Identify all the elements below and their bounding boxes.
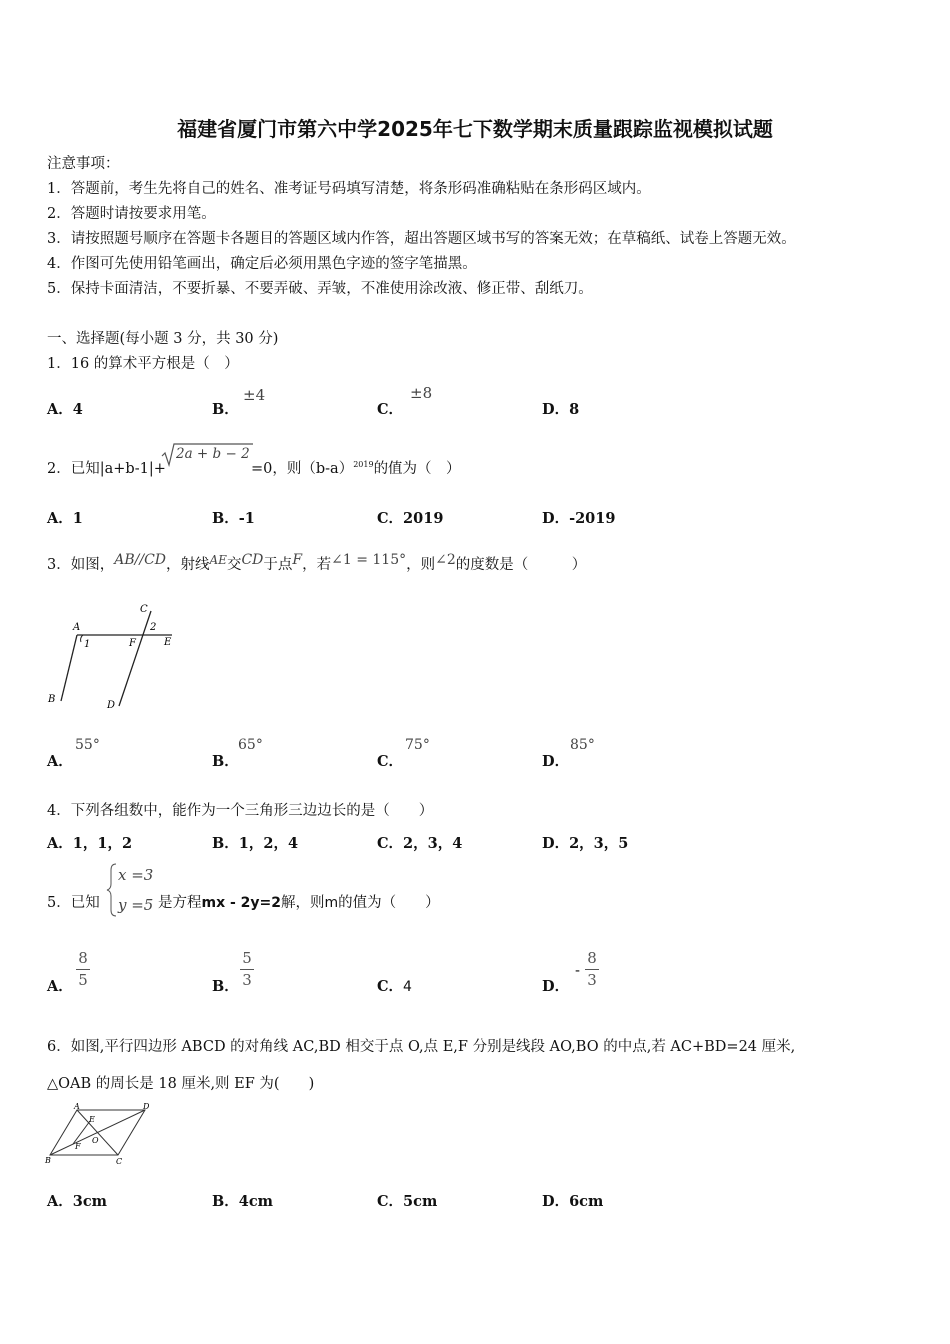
svg-text:O: O — [92, 1136, 99, 1145]
q3-option-d: D． — [542, 753, 570, 770]
label-c: C — [140, 604, 148, 615]
q2-option-b: B．-1 — [212, 510, 255, 527]
system-eq-1: x =3 — [118, 866, 154, 884]
question-4: 4．下列各组数中，能作为一个三角形三边边长的是（ ） — [47, 803, 434, 819]
q6-option-c: C．5cm — [377, 1193, 438, 1210]
q5-option-b: B． — [212, 978, 239, 995]
svg-text:F: F — [75, 1142, 81, 1151]
q1-option-a: A．4 — [47, 401, 83, 418]
q1-option-d: D．8 — [542, 401, 580, 418]
q2-option-d: D．-2019 — [542, 510, 616, 527]
q3-geometry-figure — [44, 598, 184, 714]
label-d: D — [107, 700, 116, 711]
q5-option-a-fraction: 8 5 — [76, 950, 90, 989]
q2-option-c: C．2019 — [377, 510, 444, 527]
label-a: A — [73, 622, 81, 633]
label-f: F — [129, 638, 136, 649]
q3-option-d-value: 85° — [570, 737, 595, 753]
label-b: B — [48, 694, 56, 705]
q6-option-a: A．3cm — [47, 1193, 108, 1210]
section-heading: 一、选择题(每小题 3 分，共 30 分) — [47, 331, 279, 347]
question-1 — [47, 352, 239, 373]
q5-option-b-fraction: 5 3 — [240, 950, 254, 989]
q1-option-b: B． — [212, 401, 239, 418]
question-5-rest: 是方程mx - 2y=2解，则m的值为（ ） — [158, 895, 440, 911]
label-e: E — [164, 637, 172, 648]
q4-option-c: C．2，3，4 — [377, 835, 463, 852]
question-3: 3．如图，AB//CD，射线$^{AE}$交CD于点F，若∠1 = 115°，则∠2的度数是（ ） — [47, 552, 587, 573]
svg-text:B: B — [45, 1156, 51, 1165]
system-eq-2: y =5 — [118, 896, 154, 914]
q3-option-c-value: 75° — [405, 737, 430, 753]
page-title: 福建省厦门市第六中学2025年七下数学期末质量跟踪监视模拟试题 — [177, 117, 773, 141]
q5-option-d-fraction: 8 3 — [585, 950, 599, 989]
question-6-line-1: 6．如图,平行四边形 ABCD 的对角线 AC,BD 相交于点 O,点 E,F 分别是线段 AO,BO 的中点,若 AC+BD=24 厘米, — [47, 1039, 796, 1055]
q5-option-c: C．4 — [377, 978, 412, 995]
svg-text:A: A — [74, 1102, 80, 1111]
svg-text:C: C — [116, 1157, 123, 1166]
notice-item: 5．保持卡面清洁，不要折暴、不要弄破、弄皱，不准使用涂改液、修正带、刮纸刀。 — [47, 281, 593, 297]
q1-option-b-value: ±4 — [243, 386, 266, 404]
question-number: 1． — [47, 356, 71, 372]
question-2: 2．已知|a+b-1|+ — [47, 461, 166, 477]
q4-option-b: B．1，2，4 — [212, 835, 299, 852]
q3-option-b-value: 65° — [238, 737, 263, 753]
q3-option-a: A． — [47, 753, 73, 770]
notice-item: 4．作图可先使用铅笔画出，确定后必须用黑色字迹的签字笔描黑。 — [47, 256, 477, 272]
brace-icon — [106, 862, 118, 918]
label-angle-2: 2 — [150, 622, 157, 633]
q5-option-d-sign: - — [575, 962, 580, 979]
q6-option-b: B．4cm — [212, 1193, 274, 1210]
question-5-prefix: 5．已知 — [47, 895, 100, 911]
q5-option-a: A． — [47, 978, 73, 995]
q4-option-d: D．2，3，5 — [542, 835, 629, 852]
notice-item: 3．请按照题号顺序在答题卡各题目的答题区域内作答，超出答题区域书写的答案无效；在草稿纸、试卷上答题无效。 — [47, 231, 796, 247]
question-2-rest: =0，则$(b-a)^{2019}$的值为（ ） — [251, 460, 461, 477]
label-angle-1: 1 — [84, 639, 91, 650]
notice-item: 2．答题时请按要求用笔。 — [47, 206, 216, 222]
q1-option-c-value: ±8 — [410, 384, 433, 402]
radicand: 2a + b − 2 — [176, 446, 250, 462]
q3-option-b: B． — [212, 753, 239, 770]
q3-option-a-value: 55° — [75, 737, 100, 753]
svg-text:E: E — [89, 1115, 95, 1124]
notice-item: 1．答题前，考生先将自己的姓名、准考证号码填写清楚，将条形码准确粘贴在条形码区域内。 — [47, 181, 651, 197]
q6-parallelogram-figure — [44, 1100, 162, 1168]
q6-option-d: D．6cm — [542, 1193, 604, 1210]
question-text: 16 的算术平方根是（ ） — [70, 356, 239, 372]
svg-text:D: D — [143, 1102, 150, 1111]
q3-option-c: C． — [377, 753, 404, 770]
q4-option-a: A．1，1，2 — [47, 835, 133, 852]
question-6-line-2: △OAB 的周长是 18 厘米,则 EF 为( ) — [47, 1076, 315, 1092]
q2-option-a: A．1 — [47, 510, 83, 527]
notice-heading: 注意事项： — [47, 156, 120, 172]
q1-option-c: C． — [377, 401, 404, 418]
q5-option-d: D． — [542, 978, 570, 995]
